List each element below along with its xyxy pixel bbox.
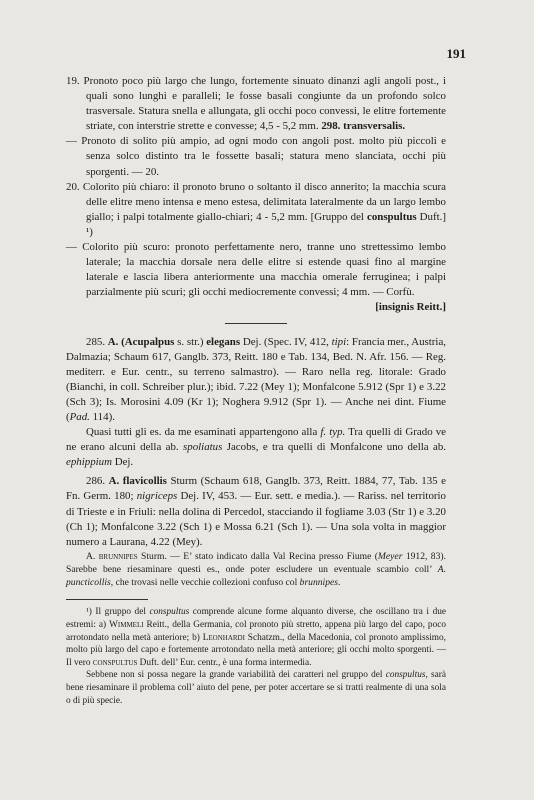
taxon-insignis-line [66, 300, 446, 315]
page-number: 191 [446, 46, 466, 61]
note-text: Sturm. — E’ stato indicato dalla Val Recina presso Fiume ( [137, 550, 378, 562]
species-number: 286. [86, 475, 109, 488]
species-number: 285. [86, 335, 108, 348]
species-text-italic: nigriceps [136, 490, 178, 503]
species-text: Sturm (Schaum 618, Ganglb. 373, Reitt. 1884, 77, Tab. 135 e Fn. Germ. 180; [66, 475, 446, 503]
note-text: , che trovasi nelle vecchie collezioni confuso col [110, 577, 300, 589]
species-text: 114). [89, 410, 115, 423]
note-text: 1912, 83). Sarebbe bene riesaminare questi es., onde poter escludere un eventuale scambio coll’ [66, 550, 446, 576]
footnote-text: Duft. dell’ Eur. centr., è una forma intermedia. [137, 657, 312, 668]
couplet-text: 19. Pronoto poco più largo che lungo, fortemente sinuato dinanzi agli angoli post., i quali sono lunghi e paralleli; le fosse basali congiunte da un profondo solco trasversale. Statura snella e allungata, gli occhi poco convessi, le elitre fortemente striate, con interstrie strette e convesse; 4,5 - 5,2 mm. [66, 75, 446, 133]
footnote-italic: conspultus [149, 607, 190, 618]
couplet-text: — Pronoto di solito più ampio, ad ogni modo con angoli post. molto più piccoli e senza solco distinto tra le fossette basali; statura meno slanciata, occhi più sporgenti. — 20. [66, 135, 446, 178]
taxon-transversalis: 298. transversalis. [321, 120, 406, 133]
note-smallcaps: brunnipes [98, 550, 138, 562]
key-couplet-20 [66, 180, 446, 240]
footnote-text: Schatzm., della Macedonia, col pronoto amplissimo, molto più largo del capo e fortemente arrotondato nella metà anteriore; gli occhi molto sporgenti. — Il vero [66, 632, 446, 668]
taxon-conspultus: conspultus [366, 210, 417, 223]
group-text: [Gruppo del [310, 210, 367, 223]
footnote-italic: conspultus [385, 670, 426, 681]
species-name: elegans [206, 335, 241, 348]
species-285-note [66, 425, 446, 470]
taxon-insignis: [insignis Reitt.] [375, 301, 446, 314]
species-text-italic: tipi [331, 335, 347, 348]
species-text: Dej. (Spec. IV, 412, [240, 335, 332, 348]
species-285 [66, 335, 446, 426]
note-italic: f. typ. [320, 426, 346, 439]
footnote-text: ¹) Il gruppo del [86, 607, 150, 618]
footnote-rule [66, 599, 148, 600]
footnote-text: , sarà bene riesaminare il problema coll’ aiuto del pene, per poter accertare se si tratti realmente di una sola o di più specie. [66, 670, 446, 706]
couplet-text: — Colorito più scuro: pronoto perfettamente nero, tranne uno strettessimo lembo laterale; la macchia dorsale nera delle elitre si estende quasi fino al margine laterale e lascia libera anteriormente una macchia omerale ferruginea; i palpi parzialmente più scuri; gli occhi mediocremente convessi; 4 mm. — Corfù. [66, 241, 446, 299]
note-italic: brunnipes [299, 577, 339, 589]
note-text: Tra quelli di Grado ve ne erano alcuni della ab. [66, 426, 447, 454]
note-text: Dej. [111, 456, 134, 469]
note-text: A. [86, 550, 99, 562]
note-italic: spoliatus [183, 441, 223, 454]
species-text-italic: Pad. [69, 410, 90, 423]
subgenus-name: (Acupalpus [121, 335, 175, 348]
species-brunnipes-note [66, 550, 446, 590]
footnote-text: Sebbene non si possa negare la grande variabilità dei caratteri nel gruppo del [86, 670, 386, 681]
note-italic: Meyer [377, 550, 403, 562]
species-text: s. str.) [174, 335, 207, 348]
footnote-text: Reitt., della Germania, col pronoto più stretto, appena più largo del capo, poco arrotondato nella metà anteriore; b) [66, 620, 446, 643]
footnote-smallcaps: conspultus [92, 657, 138, 668]
genus-abbrev: A. [107, 335, 119, 348]
note-text: Quasi tutti gli es. da me esaminati appartengono alla [86, 426, 321, 439]
footnote-text: comprende alcune forme alquanto diverse, che oscillano tra i due estremi: a) [66, 607, 446, 631]
species-286 [66, 474, 446, 549]
group-text: Duft.] ¹) [86, 210, 446, 238]
text-column [66, 74, 446, 707]
footnote-smallcaps: Leonhardi [202, 632, 245, 643]
note-italic: A. puncticollis [66, 564, 446, 589]
section-divider [225, 323, 287, 324]
note-italic: ephippium [66, 456, 112, 469]
footnote-paragraph-2 [66, 669, 446, 707]
species-text: Dej. IV, 453. — Eur. sett. e media.). — Rariss. nel territorio di Trieste e in Friuli: nella dolina di Percedol, stacciando il fogliame 3.03 (Str 1) e 3.20 (Ch 1); Monfalcone 3.22 (Sch 1) e Mossa 6.21 (Sch 1). — Una sola volta in maggior numero a Laurana, 4.22 (Mey). [66, 490, 447, 548]
species-name: A. flavicollis [108, 475, 167, 488]
footnote-smallcaps: Wimmeli [109, 620, 144, 631]
note-text: Jacobs, e tra quelli di Monfalcone uno della ab. [222, 441, 446, 454]
species-text: : Francia mer., Austria, Dalmazia; Schaum 617, Ganglb. 373, Reitt. 180 e Tab. 134, Bed. N. Afr. 156. — Reg. mediterr. e Eur. centr., su terreno salmastro). — Raro nella reg. litorale: Grado (Bianchi, in coll. Schreiber plur.); ibid. 7.22 (Mey 1); Monfalcone 5.912 (Spr 1) e 3.22 (Sch 3); Is. Morosini 4.09 (Kr 1); Noghera 9.912 (Spr 1). — Anche nei dint. Fiume ( [66, 335, 446, 423]
key-couplet-20b [66, 240, 446, 300]
footnote [66, 606, 446, 669]
key-couplet-19 [66, 74, 446, 134]
couplet-text: 20. Colorito più chiaro: il pronoto bruno o soltanto il disco annerito; la macchia scura delle elitre meno intensa e meno estesa, delimitata lateralmente da un largo lembo giallo; i palpi totalmente giallo-chiari; 4 - 5,2 mm. [66, 180, 446, 223]
note-text: . [338, 577, 341, 589]
key-couplet-19b [66, 134, 446, 179]
